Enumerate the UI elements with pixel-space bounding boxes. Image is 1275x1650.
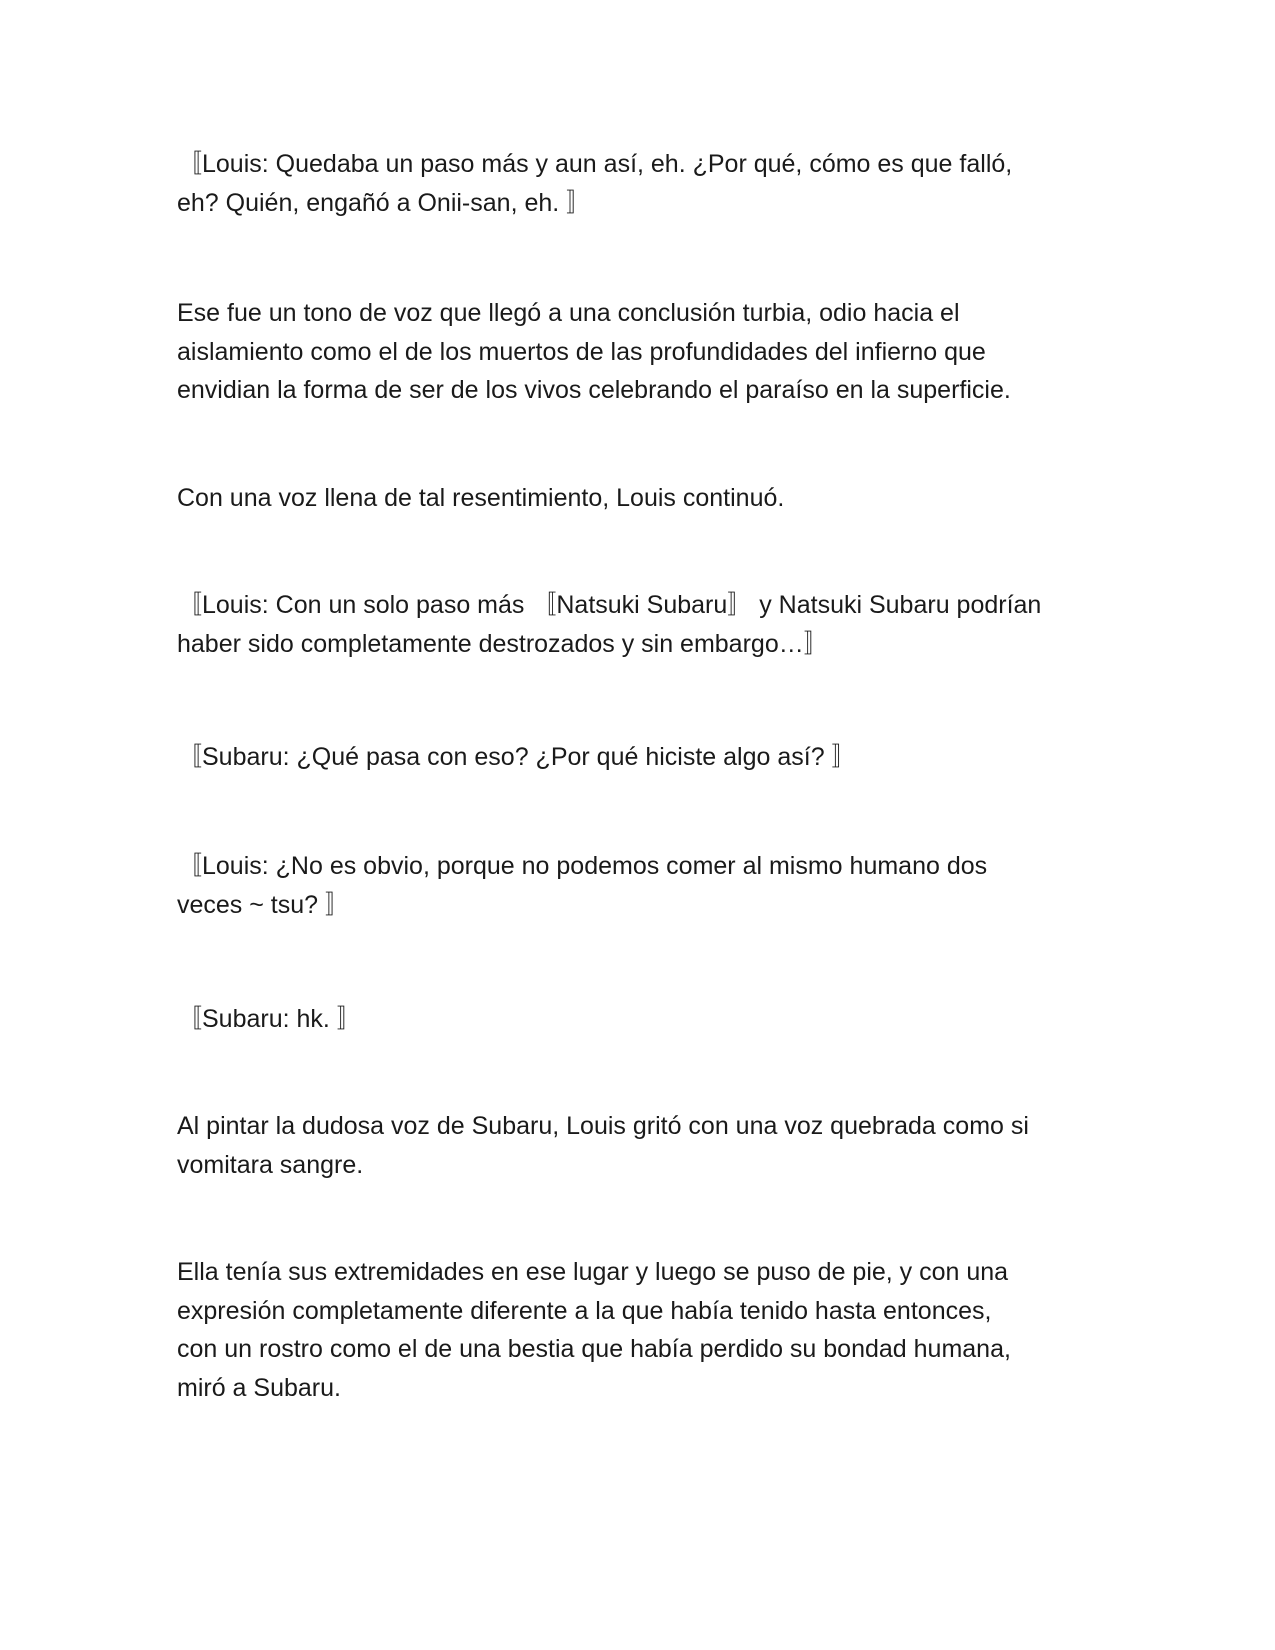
paragraph-narration-scream: Al pintar la dudosa voz de Subaru, Louis gritó con una voz quebrada como si vomitara sangre.: [177, 1112, 1029, 1179]
paragraph-subaru-dialogue-2: 〚Subaru: hk. 〛: [177, 1005, 362, 1033]
paragraph-narration-resentment: Con una voz llena de tal resentimiento, Louis continuó.: [177, 484, 785, 512]
paragraph-subaru-dialogue-1: 〚Subaru: ¿Qué pasa con eso? ¿Por qué hiciste algo así? 〛: [177, 743, 857, 771]
paragraph-louis-dialogue-3: 〚Louis: ¿No es obvio, porque no podemos comer al mismo humano dos veces ~ tsu? 〛: [177, 852, 988, 919]
paragraph-louis-dialogue-2: 〚Louis: Con un solo paso más 〚Natsuki Subaru〛 y Natsuki Subaru podrían haber sido completamente destrozados y sin embargo…〛: [177, 591, 1042, 658]
paragraph-narration-tone: Ese fue un tono de voz que llegó a una conclusión turbia, odio hacia el aislamiento como el de los muertos de las profundidades del infierno que envidian la forma de ser de los vivos celebrando el paraíso en la superficie.: [177, 299, 1011, 404]
paragraph-louis-dialogue-1: 〚Louis: Quedaba un paso más y aun así, eh. ¿Por qué, cómo es que falló, eh? Quién, engañó a Onii-san, eh. 〛: [177, 150, 1013, 217]
paragraph-narration-stand: Ella tenía sus extremidades en ese lugar y luego se puso de pie, y con una expresión completamente diferente a la que había tenido hasta entonces, con un rostro como el de una bestia que había perdido su bondad humana, miró a Subaru.: [177, 1258, 1011, 1402]
